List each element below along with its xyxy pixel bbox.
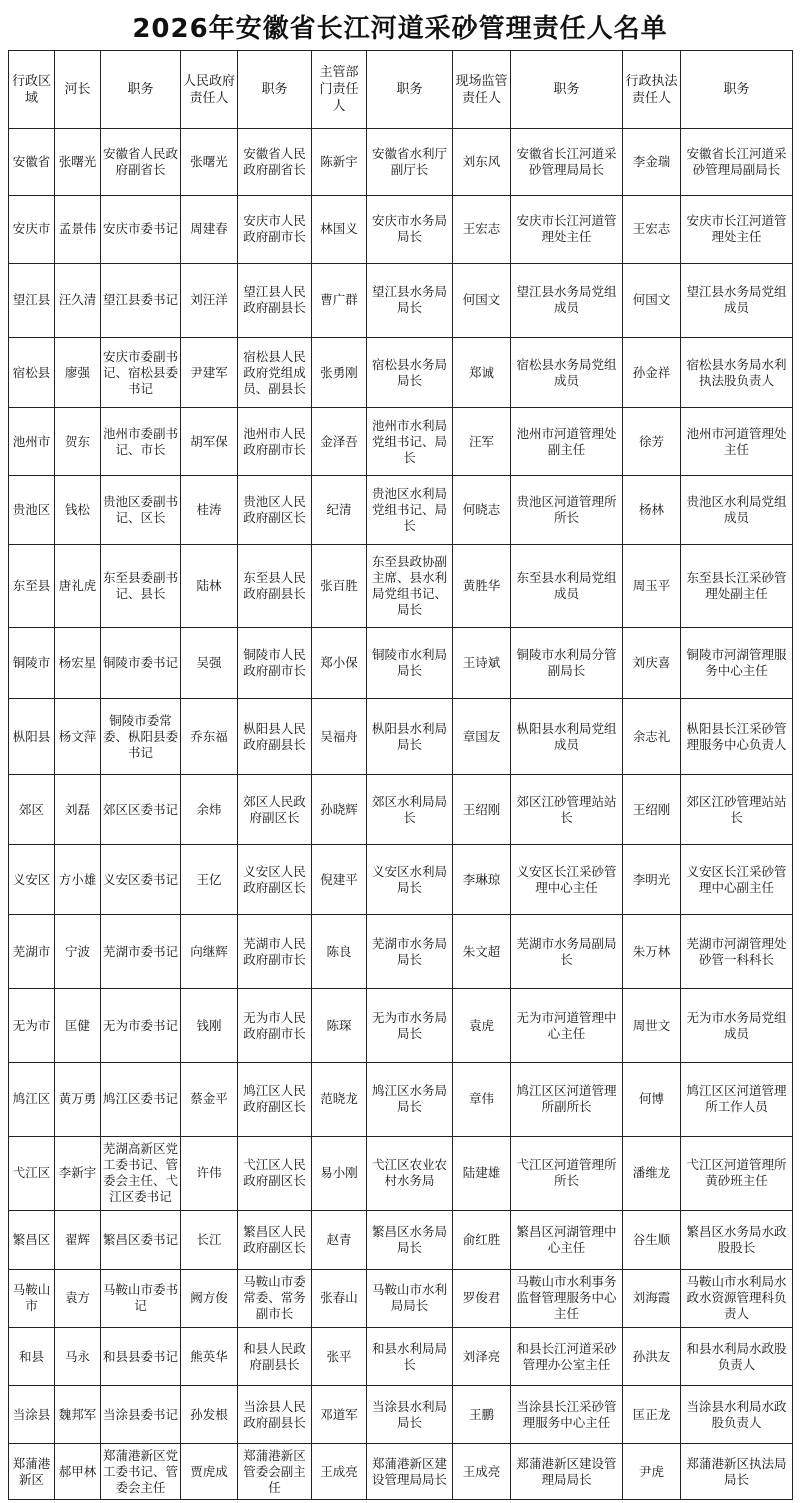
table-cell: 张曙光 — [55, 129, 101, 196]
table-row — [9, 775, 793, 845]
table-cell: 安徽省 — [9, 129, 55, 196]
table-cell: 贵池区河道管理所所长 — [511, 476, 623, 545]
table-row — [9, 1386, 793, 1444]
table-cell: 无为市委书记 — [101, 989, 181, 1062]
table-cell: 周建春 — [181, 195, 238, 263]
table-cell: 枞阳县水利局党组成员 — [511, 699, 623, 775]
table-cell: 王鹏 — [453, 1386, 511, 1444]
table-cell: 义安区水利局局长 — [367, 845, 453, 915]
table-cell: 铜陵市 — [9, 628, 55, 699]
table-row — [9, 263, 793, 337]
table-cell: 池州市人民政府副市长 — [238, 408, 312, 476]
table-row — [9, 628, 793, 699]
table-cell: 孙晓辉 — [312, 775, 367, 845]
table-cell: 曹广群 — [312, 263, 367, 337]
table-cell: 郑小保 — [312, 628, 367, 699]
table-cell: 郊区区委书记 — [101, 775, 181, 845]
table-cell: 繁昌区委书记 — [101, 1210, 181, 1269]
table-cell: 翟辉 — [55, 1210, 101, 1269]
table-cell: 安庆市人民政府副市长 — [238, 195, 312, 263]
table-cell: 孙发根 — [181, 1386, 238, 1444]
table-cell: 鸠江区区河道管理所工作人员 — [681, 1062, 793, 1136]
table-cell: 范晓龙 — [312, 1062, 367, 1136]
table-cell: 贵池区水利局党组成员 — [681, 476, 793, 545]
table-cell: 李琳琼 — [453, 845, 511, 915]
table-cell: 宁波 — [55, 915, 101, 989]
table-cell: 弋江区人民政府副区长 — [238, 1136, 312, 1210]
table-cell: 余炜 — [181, 775, 238, 845]
table-cell: 鸠江区区河道管理所副所长 — [511, 1062, 623, 1136]
table-cell: 桂涛 — [181, 476, 238, 545]
table-cell: 安庆市水务局局长 — [367, 195, 453, 263]
table-cell: 和县水利局局长 — [367, 1328, 453, 1386]
table-cell: 无为市 — [9, 989, 55, 1062]
table-cell: 杨林 — [623, 476, 681, 545]
table-cell: 安徽省人民政府副省长 — [238, 129, 312, 196]
table-cell: 刘泽亮 — [453, 1328, 511, 1386]
table-cell: 无为市水务局局长 — [367, 989, 453, 1062]
table-cell: 王成亮 — [453, 1444, 511, 1500]
table-cell: 刘海霞 — [623, 1269, 681, 1328]
table-cell: 刘东风 — [453, 129, 511, 196]
table-cell: 弋江区河道管理所所长 — [511, 1136, 623, 1210]
table-cell: 望江县人民政府副县长 — [238, 263, 312, 337]
table-cell: 安庆市长江河道管理处主任 — [681, 195, 793, 263]
table-cell: 郑蒲港新区建设管理局局长 — [511, 1444, 623, 1500]
table-cell: 杨文萍 — [55, 699, 101, 775]
table-cell: 张曙光 — [181, 129, 238, 196]
table-cell: 匡正龙 — [623, 1386, 681, 1444]
table-cell: 鸠江区人民政府副区长 — [238, 1062, 312, 1136]
table-cell: 繁昌区水务局局长 — [367, 1210, 453, 1269]
table-cell: 宿松县 — [9, 338, 55, 408]
column-header: 河长 — [55, 51, 101, 129]
table-cell: 尹建军 — [181, 338, 238, 408]
table-cell: 乔东福 — [181, 699, 238, 775]
table-cell: 赵青 — [312, 1210, 367, 1269]
table-cell: 长江 — [181, 1210, 238, 1269]
table-cell: 许伟 — [181, 1136, 238, 1210]
table-cell: 芜湖市水务局局长 — [367, 915, 453, 989]
table-cell: 和县人民政府副县长 — [238, 1328, 312, 1386]
table-cell: 芜湖市水务局副局长 — [511, 915, 623, 989]
table-cell: 纪清 — [312, 476, 367, 545]
table-cell: 王绍刚 — [453, 775, 511, 845]
table-cell: 陈良 — [312, 915, 367, 989]
table-cell: 和县 — [9, 1328, 55, 1386]
table-cell: 池州市河道管理处主任 — [681, 408, 793, 476]
column-header: 职务 — [101, 51, 181, 129]
table-cell: 铜陵市委书记 — [101, 628, 181, 699]
table-cell: 铜陵市人民政府副市长 — [238, 628, 312, 699]
table-cell: 安庆市 — [9, 195, 55, 263]
table-cell: 当涂县水利局局长 — [367, 1386, 453, 1444]
table-cell: 匡健 — [55, 989, 101, 1062]
table-cell: 芜湖市委书记 — [101, 915, 181, 989]
table-cell: 当涂县委书记 — [101, 1386, 181, 1444]
table-row — [9, 545, 793, 628]
table-cell: 王宏志 — [623, 195, 681, 263]
column-header: 职务 — [511, 51, 623, 129]
table-cell: 义安区人民政府副区长 — [238, 845, 312, 915]
table-cell: 和县水利局水政股负责人 — [681, 1328, 793, 1386]
table-cell: 郑蒲港新区党工委书记、管委会主任 — [101, 1444, 181, 1500]
table-row — [9, 1269, 793, 1328]
table-cell: 弋江区河道管理所黄砂班主任 — [681, 1136, 793, 1210]
table-cell: 王绍刚 — [623, 775, 681, 845]
table-cell: 和县长江河道采砂管理办公室主任 — [511, 1328, 623, 1386]
table-cell: 唐礼虎 — [55, 545, 101, 628]
table-cell: 无为市水务局党组成员 — [681, 989, 793, 1062]
table-cell: 鸠江区水务局局长 — [367, 1062, 453, 1136]
column-header: 职务 — [681, 51, 793, 129]
table-cell: 谷生顺 — [623, 1210, 681, 1269]
table-cell: 孟景伟 — [55, 195, 101, 263]
column-header: 职务 — [238, 51, 312, 129]
table-cell: 安庆市委副书记、宿松县委书记 — [101, 338, 181, 408]
table-cell: 潘维龙 — [623, 1136, 681, 1210]
column-header: 主管部门责任人 — [312, 51, 367, 129]
responsibility-table — [8, 50, 793, 1500]
table-cell: 宿松县人民政府党组成员、副县长 — [238, 338, 312, 408]
table-cell: 方小雄 — [55, 845, 101, 915]
table-cell: 望江县水务局党组成员 — [511, 263, 623, 337]
table-cell: 尹虎 — [623, 1444, 681, 1500]
table-cell: 枞阳县长江采砂管理服务中心负责人 — [681, 699, 793, 775]
table-row — [9, 699, 793, 775]
table-cell: 宿松县水务局水利执法股负责人 — [681, 338, 793, 408]
table-cell: 贵池区水利局党组书记、局长 — [367, 476, 453, 545]
table-header-row — [9, 51, 793, 129]
table-cell: 当涂县 — [9, 1386, 55, 1444]
table-cell: 王亿 — [181, 845, 238, 915]
table-cell: 池州市委副书记、市长 — [101, 408, 181, 476]
table-cell: 鸠江区委书记 — [101, 1062, 181, 1136]
table-cell: 望江县水务局局长 — [367, 263, 453, 337]
table-row — [9, 1210, 793, 1269]
table-cell: 吴强 — [181, 628, 238, 699]
document-title: 2026年安徽省长江河道采砂管理责任人名单 — [132, 14, 668, 44]
table-cell: 东至县长江采砂管理处副主任 — [681, 545, 793, 628]
table-cell: 东至县委副书记、县长 — [101, 545, 181, 628]
table-row — [9, 1444, 793, 1500]
table-cell: 郑蒲港新区建设管理局局长 — [367, 1444, 453, 1500]
table-cell: 望江县委书记 — [101, 263, 181, 337]
table-cell: 马鞍山市水利局局长 — [367, 1269, 453, 1328]
table-cell: 罗俊君 — [453, 1269, 511, 1328]
table-cell: 朱文超 — [453, 915, 511, 989]
table-cell: 繁昌区人民政府副区长 — [238, 1210, 312, 1269]
table-cell: 张百胜 — [312, 545, 367, 628]
table-cell: 黄万勇 — [55, 1062, 101, 1136]
table-cell: 袁虎 — [453, 989, 511, 1062]
table-row — [9, 915, 793, 989]
table-cell: 向继辉 — [181, 915, 238, 989]
table-cell: 铜陵市水利局局长 — [367, 628, 453, 699]
table-cell: 枞阳县人民政府副县长 — [238, 699, 312, 775]
table-cell: 魏邦军 — [55, 1386, 101, 1444]
table-cell: 弋江区农业农村水务局 — [367, 1136, 453, 1210]
table-cell: 无为市河道管理中心主任 — [511, 989, 623, 1062]
table-cell: 林国义 — [312, 195, 367, 263]
table-cell: 郊区人民政府副区长 — [238, 775, 312, 845]
table-cell: 章伟 — [453, 1062, 511, 1136]
table-cell: 东至县政协副主席、县水利局党组书记、局长 — [367, 545, 453, 628]
table-cell: 周世文 — [623, 989, 681, 1062]
table-cell: 安徽省长江河道采砂管理局副局长 — [681, 129, 793, 196]
table-cell: 何晓志 — [453, 476, 511, 545]
table-cell: 郑蒲港新区执法局局长 — [681, 1444, 793, 1500]
table-row — [9, 1328, 793, 1386]
table-cell: 繁昌区水务局水政股股长 — [681, 1210, 793, 1269]
table-cell: 贵池区 — [9, 476, 55, 545]
table-cell: 马鞍山市水利事务监督管理服务中心主任 — [511, 1269, 623, 1328]
table-cell: 义安区长江采砂管理中心副主任 — [681, 845, 793, 915]
table-row — [9, 195, 793, 263]
table-cell: 马鞍山市水利局水政水资源管理科负责人 — [681, 1269, 793, 1328]
table-cell: 安徽省长江河道采砂管理局局长 — [511, 129, 623, 196]
table-cell: 易小刚 — [312, 1136, 367, 1210]
table-cell: 陈新宇 — [312, 129, 367, 196]
table-cell: 义安区委书记 — [101, 845, 181, 915]
table-cell: 郊区 — [9, 775, 55, 845]
table-cell: 芜湖市 — [9, 915, 55, 989]
table-cell: 余志礼 — [623, 699, 681, 775]
table-cell: 当涂县人民政府副县长 — [238, 1386, 312, 1444]
table-row — [9, 408, 793, 476]
table-cell: 何国文 — [453, 263, 511, 337]
table-cell: 宿松县水务局局长 — [367, 338, 453, 408]
table-cell: 吴福舟 — [312, 699, 367, 775]
table-cell: 杨宏星 — [55, 628, 101, 699]
table-cell: 马鞍山市委书记 — [101, 1269, 181, 1328]
table-cell: 何博 — [623, 1062, 681, 1136]
table-cell: 廖强 — [55, 338, 101, 408]
table-cell: 郑蒲港新区管委会副主任 — [238, 1444, 312, 1500]
table-cell: 胡军保 — [181, 408, 238, 476]
table-cell: 东至县水利局党组成员 — [511, 545, 623, 628]
table-cell: 郑诚 — [453, 338, 511, 408]
column-header: 行政执法责任人 — [623, 51, 681, 129]
column-header: 行政区域 — [9, 51, 55, 129]
table-cell: 枞阳县 — [9, 699, 55, 775]
table-cell: 刘汪洋 — [181, 263, 238, 337]
table-cell: 金泽吾 — [312, 408, 367, 476]
table-row — [9, 1136, 793, 1210]
table-cell: 陆林 — [181, 545, 238, 628]
table-cell: 郊区江砂管理站站长 — [681, 775, 793, 845]
table-cell: 池州市水利局党组书记、局长 — [367, 408, 453, 476]
table-cell: 东至县人民政府副县长 — [238, 545, 312, 628]
table-cell: 池州市 — [9, 408, 55, 476]
table-cell: 郊区江砂管理站站长 — [511, 775, 623, 845]
table-cell: 孙洪友 — [623, 1328, 681, 1386]
table-cell: 邓道军 — [312, 1386, 367, 1444]
table-cell: 刘庆喜 — [623, 628, 681, 699]
table-cell: 钱刚 — [181, 989, 238, 1062]
table-cell: 铜陵市河湖管理服务中心主任 — [681, 628, 793, 699]
table-body — [9, 129, 793, 1500]
column-header: 职务 — [367, 51, 453, 129]
table-cell: 枞阳县水利局局长 — [367, 699, 453, 775]
table-cell: 王成亮 — [312, 1444, 367, 1500]
table-cell: 阙方俊 — [181, 1269, 238, 1328]
table-cell: 芜湖高新区党工委书记、管委会主任、弋江区委书记 — [101, 1136, 181, 1210]
table-cell: 望江县水务局党组成员 — [681, 263, 793, 337]
table-cell: 贵池区委副书记、区长 — [101, 476, 181, 545]
table-cell: 章国友 — [453, 699, 511, 775]
table-cell: 张春山 — [312, 1269, 367, 1328]
table-cell: 贾虎成 — [181, 1444, 238, 1500]
table-cell: 马鞍山市 — [9, 1269, 55, 1328]
table-cell: 安徽省水利厅副厅长 — [367, 129, 453, 196]
table-cell: 周玉平 — [623, 545, 681, 628]
table-row — [9, 845, 793, 915]
table-cell: 义安区长江采砂管理中心主任 — [511, 845, 623, 915]
table-cell: 孙金祥 — [623, 338, 681, 408]
table-cell: 张平 — [312, 1328, 367, 1386]
table-cell: 徐芳 — [623, 408, 681, 476]
table-cell: 张勇刚 — [312, 338, 367, 408]
table-cell: 汪军 — [453, 408, 511, 476]
table-cell: 繁昌区河湖管理中心主任 — [511, 1210, 623, 1269]
table-cell: 王宏志 — [453, 195, 511, 263]
table-cell: 李金瑞 — [623, 129, 681, 196]
table-cell: 贵池区人民政府副区长 — [238, 476, 312, 545]
table-cell: 当涂县长江采砂管理服务中心主任 — [511, 1386, 623, 1444]
table-row — [9, 129, 793, 196]
table-cell: 和县县委书记 — [101, 1328, 181, 1386]
table-cell: 郝甲林 — [55, 1444, 101, 1500]
table-cell: 陆建雄 — [453, 1136, 511, 1210]
table-row — [9, 1062, 793, 1136]
table-cell: 郑蒲港新区 — [9, 1444, 55, 1500]
table-cell: 黄胜华 — [453, 545, 511, 628]
table-cell: 鸠江区 — [9, 1062, 55, 1136]
table-cell: 李明光 — [623, 845, 681, 915]
table-cell: 钱松 — [55, 476, 101, 545]
column-header: 人民政府责任人 — [181, 51, 238, 129]
table-cell: 望江县 — [9, 263, 55, 337]
table-cell: 弋江区 — [9, 1136, 55, 1210]
table-cell: 繁昌区 — [9, 1210, 55, 1269]
table-cell: 宿松县水务局党组成员 — [511, 338, 623, 408]
table-cell: 刘磊 — [55, 775, 101, 845]
table-cell: 当涂县水利局水政股负责人 — [681, 1386, 793, 1444]
table-cell: 熊英华 — [181, 1328, 238, 1386]
table-cell: 马永 — [55, 1328, 101, 1386]
table-cell: 汪久清 — [55, 263, 101, 337]
table-cell: 何国文 — [623, 263, 681, 337]
table-cell: 东至县 — [9, 545, 55, 628]
column-header: 现场监管责任人 — [453, 51, 511, 129]
table-cell: 安徽省人民政府副省长 — [101, 129, 181, 196]
table-cell: 安庆市长江河道管理处主任 — [511, 195, 623, 263]
table-cell: 马鞍山市委常委、常务副市长 — [238, 1269, 312, 1328]
table-cell: 芜湖市河湖管理处砂管一科科长 — [681, 915, 793, 989]
table-cell: 安庆市委书记 — [101, 195, 181, 263]
table-cell: 铜陵市委常委、枞阳县委书记 — [101, 699, 181, 775]
table-cell: 李新宇 — [55, 1136, 101, 1210]
table-cell: 义安区 — [9, 845, 55, 915]
table-cell: 俞红胜 — [453, 1210, 511, 1269]
table-cell: 池州市河道管理处副主任 — [511, 408, 623, 476]
table-cell: 王诗斌 — [453, 628, 511, 699]
table-cell: 朱万林 — [623, 915, 681, 989]
table-row — [9, 989, 793, 1062]
table-cell: 铜陵市水利局分管副局长 — [511, 628, 623, 699]
table-cell: 陈琛 — [312, 989, 367, 1062]
table-cell: 蔡金平 — [181, 1062, 238, 1136]
table-cell: 郊区水利局局长 — [367, 775, 453, 845]
table-cell: 贺东 — [55, 408, 101, 476]
table-cell: 无为市人民政府副市长 — [238, 989, 312, 1062]
table-cell: 芜湖市人民政府副市长 — [238, 915, 312, 989]
table-cell: 倪建平 — [312, 845, 367, 915]
table-row — [9, 338, 793, 408]
table-cell: 袁方 — [55, 1269, 101, 1328]
table-row — [9, 476, 793, 545]
